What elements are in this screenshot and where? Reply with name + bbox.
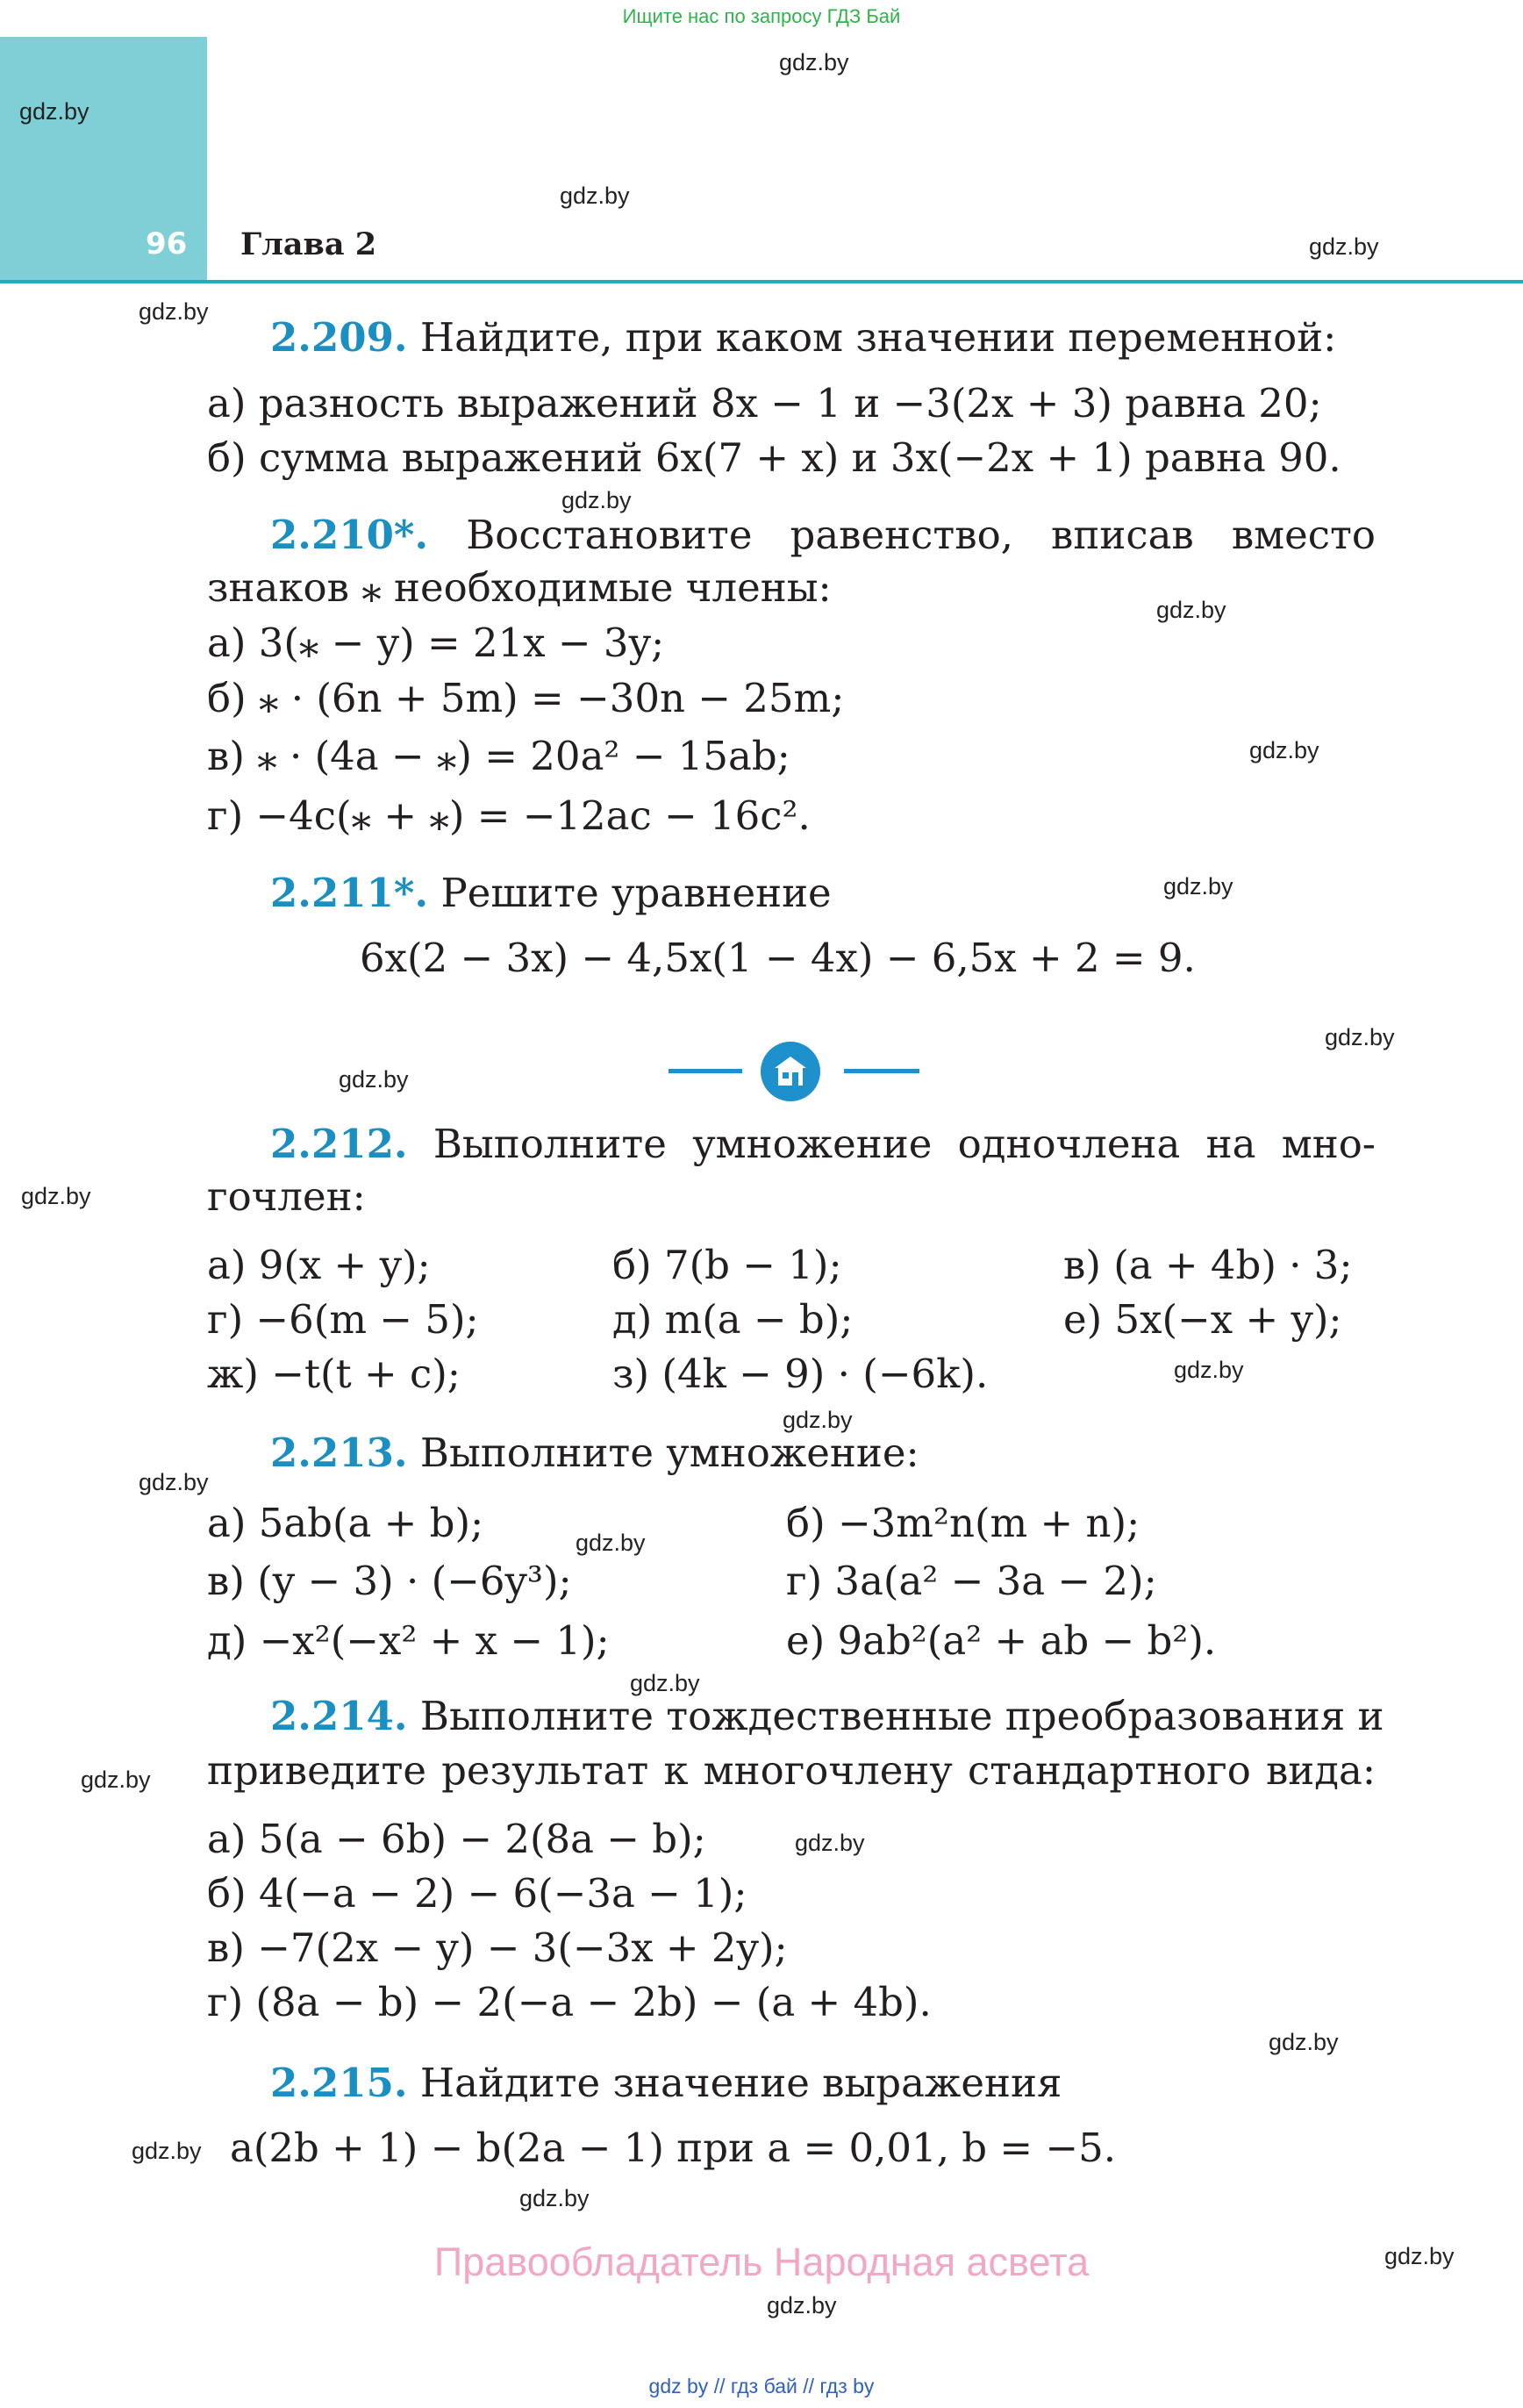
footer-links[interactable]: gdz by // гдз бай // гдз by <box>648 2375 875 2397</box>
header-rule <box>0 280 1523 283</box>
list-item: е) 5x(−x + y); <box>1063 1296 1342 1343</box>
top-banner[interactable]: Ищите нас по запросу ГДЗ Бай <box>622 5 901 27</box>
watermark: gdz.by <box>783 1407 853 1433</box>
list-item: з) (4k − 9) · (−6k). <box>612 1351 989 1397</box>
list-item: в) (a + 4b) · 3; <box>1063 1242 1353 1288</box>
problem-2-209-b: б) сумма выражений 6x(7 + x) и 3x(−2x + 1) равна 90. <box>207 434 1341 481</box>
problem-text: Выполните умножение одночлена на мно- <box>433 1121 1376 1167</box>
watermark: gdz.by <box>1384 2243 1455 2269</box>
problem-2-212-heading <box>207 1118 1376 1171</box>
list-item: е) 9ab²(a² + ab − b²). <box>786 1617 1217 1664</box>
watermark: gdz.by <box>561 487 632 513</box>
watermark: gdz.by <box>560 183 630 209</box>
watermark: gdz.by <box>576 1530 646 1556</box>
watermark: gdz.by <box>795 1830 865 1856</box>
list-item: а) 9(x + y); <box>207 1242 431 1288</box>
watermark: gdz.by <box>519 2185 590 2211</box>
watermark: gdz.by <box>19 98 89 125</box>
watermark: gdz.by <box>1174 1357 1244 1383</box>
problem-2-212-text: гочлен: <box>207 1173 366 1220</box>
watermark: gdz.by <box>132 2138 202 2164</box>
problem-2-211-equation: 6x(2 − 3x) − 4,5x(1 − 4x) − 6,5x + 2 = 9. <box>360 935 1196 981</box>
page-number: 96 <box>146 226 188 262</box>
list-item: д) −x²(−x² + x − 1); <box>207 1617 610 1664</box>
watermark: gdz.by <box>339 1066 409 1093</box>
problem-2-210-a: а) 3(⁎ − y) = 21x − 3y; <box>207 620 665 666</box>
problem-text: Найдите значение выражения <box>419 2060 1062 2106</box>
list-item: г) 3a(a² − 3a − 2); <box>786 1558 1157 1604</box>
problem-text: Выполните тождественные преобразования и <box>419 1693 1384 1739</box>
problem-text: Найдите, при каком значении переменной: <box>419 314 1337 361</box>
problem-2-215-expression: a(2b + 1) − b(2a − 1) при a = 0,01, b = −5. <box>230 2125 1117 2171</box>
problem-text: Выполните умножение: <box>419 1430 919 1476</box>
problem-2-215-heading <box>270 2057 1062 2110</box>
watermark: gdz.by <box>139 298 209 325</box>
list-item: ж) −t(t + c); <box>207 1351 461 1397</box>
list-item: д) m(a − b); <box>612 1296 854 1343</box>
problem-2-214-d: г) (8a − b) − 2(−a − 2b) − (a + 4b). <box>207 1979 932 2025</box>
watermark: gdz.by <box>1249 737 1319 763</box>
problem-text: Восстановите равенство, вписав вместо <box>466 512 1376 558</box>
watermark: gdz.by <box>139 1469 209 1495</box>
watermark: gdz.by <box>1309 233 1379 260</box>
copyright-notice: Правообладатель Народная асвета <box>433 2240 1090 2284</box>
problem-text: Решите уравнение <box>440 870 832 916</box>
problem-number: 2.212. <box>270 1121 408 1167</box>
list-item: а) 5ab(a + b); <box>207 1500 484 1546</box>
watermark: gdz.by <box>767 2292 837 2318</box>
problem-2-213-heading <box>270 1427 919 1480</box>
problem-2-209-heading <box>270 312 1336 364</box>
problem-2-210-heading <box>207 509 1376 562</box>
problem-number: 2.210*. <box>270 512 429 558</box>
problem-2-210-b: б) ⁎ · (6n + 5m) = −30n − 25m; <box>207 675 845 721</box>
problem-2-209-a: а) разность выражений 8x − 1 и −3(2x + 3) равна 20; <box>207 380 1322 426</box>
problem-2-211-heading <box>270 867 832 920</box>
watermark: gdz.by <box>779 49 849 75</box>
watermark: gdz.by <box>1325 1024 1395 1050</box>
divider-line <box>669 1069 742 1073</box>
chapter-title: Глава 2 <box>240 226 377 262</box>
home-icon <box>761 1042 820 1101</box>
list-item: б) −3m²n(m + n); <box>786 1500 1140 1546</box>
problem-2-214-heading <box>207 1690 1384 1743</box>
list-item: г) −6(m − 5); <box>207 1296 479 1343</box>
problem-number: 2.213. <box>270 1430 408 1476</box>
watermark: gdz.by <box>21 1183 91 1209</box>
divider-line <box>844 1069 919 1073</box>
problem-number: 2.214. <box>270 1693 408 1739</box>
problem-2-214-c: в) −7(2x − y) − 3(−3x + 2y); <box>207 1924 788 1971</box>
problem-number: 2.209. <box>270 314 408 361</box>
watermark: gdz.by <box>81 1767 151 1793</box>
list-item: в) (y − 3) · (−6y³); <box>207 1558 572 1604</box>
watermark: gdz.by <box>1269 2029 1339 2055</box>
problem-number: 2.211*. <box>270 870 429 916</box>
problem-number: 2.215. <box>270 2060 408 2106</box>
list-item: б) 7(b − 1); <box>612 1242 842 1288</box>
problem-2-214-text: приведите результат к многочлену стандартного вида: <box>207 1747 1376 1794</box>
watermark: gdz.by <box>1156 597 1226 623</box>
problem-2-214-b: б) 4(−a − 2) − 6(−3a − 1); <box>207 1870 747 1917</box>
watermark: gdz.by <box>630 1670 700 1696</box>
problem-2-214-a: а) 5(a − 6b) − 2(8a − b); <box>207 1816 706 1862</box>
problem-2-210-d: г) −4c(⁎ + ⁎) = −12ac − 16c². <box>207 792 811 839</box>
watermark: gdz.by <box>1163 873 1233 899</box>
problem-2-210-text: знаков ⁎ необходимые члены: <box>207 564 832 611</box>
problem-2-210-c: в) ⁎ · (4a − ⁎) = 20a² − 15ab; <box>207 733 790 779</box>
